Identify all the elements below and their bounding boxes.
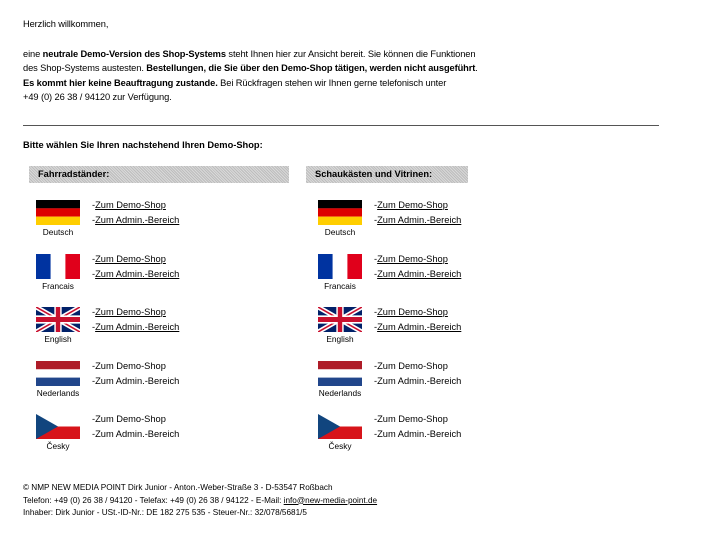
intro-text-2a: des Shop-Systems austesten. xyxy=(23,63,147,73)
link-prefix: - xyxy=(92,269,96,279)
shop-links xyxy=(92,359,179,389)
intro-line-2 xyxy=(23,61,663,76)
link-prefix: - xyxy=(374,215,378,225)
link-prefix: - xyxy=(374,307,378,317)
intro-text-1a: eine xyxy=(23,48,43,59)
admin-area-link[interactable]: Zum Admin.-Bereich xyxy=(95,269,180,279)
admin-area-link[interactable]: Zum Admin.-Bereich xyxy=(377,429,462,439)
intro-text-1b: neutrale Demo-Version des Shop-Systems xyxy=(42,48,226,59)
shop-links xyxy=(92,198,179,228)
column-title: Fahrradständer: xyxy=(38,169,110,179)
fr-flag-icon xyxy=(36,254,80,279)
link-prefix: - xyxy=(92,215,96,225)
uk-flag-icon xyxy=(36,307,80,332)
nl-flag-icon xyxy=(36,361,80,386)
demo-shop-line xyxy=(92,412,179,427)
intro-text-2b: Bestellungen, die Sie über den Demo-Shop tätigen, werden nicht ausgeführt xyxy=(146,63,476,73)
shop-links xyxy=(374,305,461,335)
admin-area-link[interactable]: Zum Admin.-Bereich xyxy=(95,322,180,332)
demo-shop-link[interactable]: Zum Demo-Shop xyxy=(95,254,166,264)
column-header-fahrradstaender xyxy=(29,166,289,183)
language-label: English xyxy=(44,334,72,344)
admin-area-link[interactable]: Zum Admin.-Bereich xyxy=(95,429,180,439)
intro-text-1c: steht Ihnen hier zur Ansicht bereit. Sie können die Funktionen xyxy=(225,48,476,59)
email-link[interactable]: info@new-media-point.de xyxy=(283,495,378,505)
shop-links xyxy=(374,359,461,389)
link-prefix: - xyxy=(374,429,378,439)
admin-line xyxy=(374,267,461,282)
shop-links xyxy=(92,305,179,335)
language-label: Nederlands xyxy=(36,388,80,398)
admin-line xyxy=(92,213,179,228)
intro-text-3b: Bei Rückfragen stehen wir Ihnen gerne telefonisch unter xyxy=(217,77,447,88)
shop-links xyxy=(92,252,179,282)
demo-shop-line xyxy=(92,359,179,374)
admin-area-link[interactable]: Zum Admin.-Bereich xyxy=(377,322,462,332)
fr-flag-icon xyxy=(318,254,362,279)
demo-shop-link[interactable]: Zum Demo-Shop xyxy=(377,361,448,371)
footer-contact: Telefon: +49 (0) 26 38 / 94120 - Telefax: +49 (0) 26 38 / 94122 - E-Mail: xyxy=(23,495,284,505)
link-prefix: - xyxy=(374,414,378,424)
language-label: English xyxy=(326,334,354,344)
intro-text-3a: Es kommt hier keine Beauftragung zustande. xyxy=(23,77,218,88)
demo-shop-line xyxy=(374,198,461,213)
intro-line-4: +49 (0) 26 38 / 94120 zur Verfügung. xyxy=(23,92,172,102)
demo-shop-line xyxy=(92,305,179,320)
link-prefix: - xyxy=(92,361,96,371)
divider xyxy=(23,125,659,126)
link-prefix: - xyxy=(374,200,378,210)
admin-area-link[interactable]: Zum Admin.-Bereich xyxy=(377,376,462,386)
intro-line-1 xyxy=(23,47,663,62)
admin-line xyxy=(92,374,179,389)
admin-line xyxy=(374,374,461,389)
demo-shop-line xyxy=(374,305,461,320)
admin-line xyxy=(92,267,179,282)
link-prefix: - xyxy=(92,322,96,332)
column-title: Schaukästen und Vitrinen: xyxy=(315,169,433,179)
demo-shop-line xyxy=(92,252,179,267)
language-label: Česky xyxy=(46,441,70,451)
choose-label: Bitte wählen Sie Ihren nachstehend Ihren Demo-Shop: xyxy=(23,140,263,150)
demo-shop-link[interactable]: Zum Demo-Shop xyxy=(377,414,448,424)
link-prefix: - xyxy=(92,414,96,424)
demo-shop-link[interactable]: Zum Demo-Shop xyxy=(377,254,448,264)
link-prefix: - xyxy=(374,376,378,386)
de-flag-icon xyxy=(36,200,80,225)
demo-shop-line xyxy=(92,198,179,213)
demo-shop-link[interactable]: Zum Demo-Shop xyxy=(95,307,166,317)
shop-links xyxy=(92,412,179,442)
shop-links xyxy=(374,252,461,282)
footer-line-3: Inhaber: Dirk Junior - USt.-ID-Nr.: DE 182 275 535 - Steuer-Nr.: 32/078/5681/5 xyxy=(23,508,307,517)
demo-shop-line xyxy=(374,252,461,267)
language-label: Nederlands xyxy=(318,388,362,398)
shop-links xyxy=(374,198,461,228)
footer-line-1: © NMP NEW MEDIA POINT Dirk Junior - Anton.-Weber-Straße 3 - D-53547 Roßbach xyxy=(23,483,333,492)
admin-line xyxy=(374,320,461,335)
language-label: Deutsch xyxy=(324,227,356,237)
admin-area-link[interactable]: Zum Admin.-Bereich xyxy=(377,269,462,279)
nl-flag-icon xyxy=(318,361,362,386)
admin-line xyxy=(92,320,179,335)
link-prefix: - xyxy=(92,307,96,317)
demo-shop-line xyxy=(374,412,461,427)
link-prefix: - xyxy=(92,254,96,264)
demo-shop-line xyxy=(374,359,461,374)
footer-line-2 xyxy=(23,495,377,508)
uk-flag-icon xyxy=(318,307,362,332)
demo-shop-link[interactable]: Zum Demo-Shop xyxy=(95,200,166,210)
admin-line xyxy=(374,213,461,228)
link-prefix: - xyxy=(374,269,378,279)
shop-links xyxy=(374,412,461,442)
demo-shop-link[interactable]: Zum Demo-Shop xyxy=(95,361,166,371)
admin-area-link[interactable]: Zum Admin.-Bereich xyxy=(95,376,180,386)
greeting: Herzlich willkommen, xyxy=(23,19,109,29)
link-prefix: - xyxy=(92,429,96,439)
admin-line xyxy=(92,427,179,442)
demo-shop-link[interactable]: Zum Demo-Shop xyxy=(377,200,448,210)
link-prefix: - xyxy=(92,200,96,210)
link-prefix: - xyxy=(374,361,378,371)
demo-shop-link[interactable]: Zum Demo-Shop xyxy=(377,307,448,317)
demo-shop-link[interactable]: Zum Demo-Shop xyxy=(95,414,166,424)
admin-line xyxy=(374,427,461,442)
de-flag-icon xyxy=(318,200,362,225)
intro-text xyxy=(23,17,663,105)
cz-flag-icon xyxy=(318,414,362,439)
language-label: Francais xyxy=(324,281,356,291)
column-header-schaukaesten xyxy=(306,166,468,183)
footer xyxy=(23,482,377,520)
link-prefix: - xyxy=(92,376,96,386)
admin-area-link[interactable]: Zum Admin.-Bereich xyxy=(377,215,462,225)
language-label: Deutsch xyxy=(42,227,74,237)
intro-line-3 xyxy=(23,76,663,91)
intro-text-2c: . xyxy=(475,63,478,73)
link-prefix: - xyxy=(374,322,378,332)
link-prefix: - xyxy=(374,254,378,264)
cz-flag-icon xyxy=(36,414,80,439)
admin-area-link[interactable]: Zum Admin.-Bereich xyxy=(95,215,180,225)
language-label: Česky xyxy=(328,441,352,451)
language-label: Francais xyxy=(42,281,74,291)
